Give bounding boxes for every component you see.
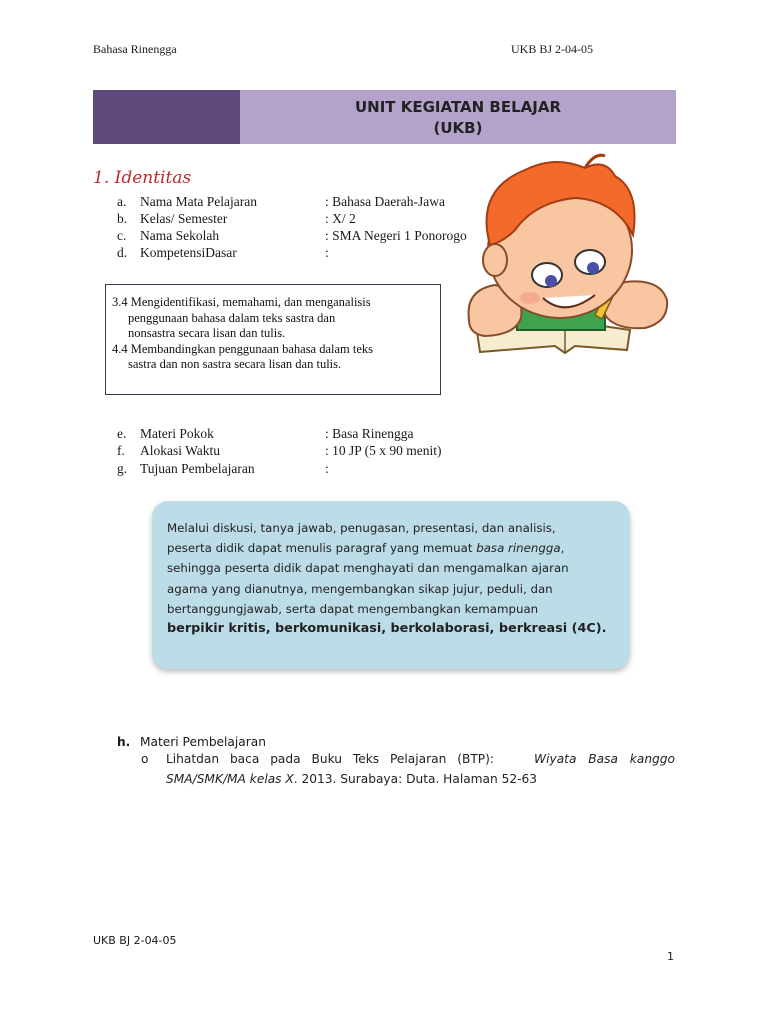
goal-line-6: berpikir kritis, berkomunikasi, berkolaborasi, berkreasi (4C).: [167, 621, 607, 637]
materi-bullet: o: [141, 752, 149, 766]
materi-reference: [166, 749, 675, 789]
page-number: 1: [667, 950, 674, 963]
banner-dark-block: [93, 90, 240, 144]
kd-item1-line1: 3.4 Mengidentifikasi, memahami, dan menganalisis: [112, 295, 371, 309]
identity-b-letter: b.: [117, 211, 128, 226]
identity-b-value: : X/ 2: [325, 211, 356, 226]
goal-line-1: Melalui diskusi, tanya jawab, penugasan, presentasi, dan analisis,: [167, 521, 556, 535]
identity-a-label: Nama Mata Pelajaran: [140, 194, 257, 209]
materi-ref-line1-b: Wiyata Basa kanggo: [534, 752, 675, 766]
goal-line-2-italic: basa rinengga: [476, 541, 561, 556]
goal-line-2: [167, 538, 613, 558]
goal-line-2-a: peserta didik dapat menulis paragraf yang memuat: [167, 541, 477, 556]
footer-code: UKB BJ 2-04-05: [93, 934, 177, 947]
identity-f-letter: f.: [117, 443, 125, 458]
kd-box: [105, 284, 441, 395]
identity-d-label: KompetensiDasar: [140, 245, 237, 260]
identity-e-letter: e.: [117, 426, 127, 441]
learning-goal-box: [152, 501, 630, 669]
header-right: UKB BJ 2-04-05: [511, 42, 594, 56]
identity-a-letter: a.: [117, 194, 127, 209]
identity-g-letter: g.: [117, 461, 128, 476]
identity-f-label: Alokasi Waktu: [140, 443, 221, 458]
materi-ref-line1-a: Lihatdan baca pada Buku Teks Pelajaran (BTP):: [166, 752, 494, 766]
identity-e-value: : Basa Rinengga: [325, 426, 414, 441]
goal-line-3: sehingga peserta didik dapat menghayati dan mengamalkan ajaran: [167, 561, 569, 576]
goal-line-5: bertanggungjawab, serta dapat mengembangkan kemampuan: [167, 601, 539, 616]
identity-g-label: Tujuan Pembelajaran: [140, 461, 255, 476]
boy-reading-illustration: [455, 150, 690, 365]
title-banner: [93, 90, 676, 144]
kd-item1-line2: penggunaan bahasa dalam teks sastra dan: [128, 310, 336, 325]
materi-ref-line2: [166, 769, 675, 789]
header-left: Bahasa Rinengga: [93, 42, 177, 56]
materi-letter: h.: [117, 735, 131, 749]
materi-ref-line2-a: SMA/SMK/MA kelas X: [166, 772, 294, 786]
identity-e-label: Materi Pokok: [140, 426, 214, 441]
kd-item2-line2: sastra dan non sastra secara lisan dan tulis.: [128, 357, 342, 371]
goal-line-2-c: ,: [560, 541, 565, 556]
kd-text: [112, 295, 373, 373]
materi-label: Materi Pembelajaran: [140, 735, 266, 749]
identity-g-value: :: [325, 461, 329, 476]
identity-c-value: : SMA Negeri 1 Ponorogo: [325, 228, 467, 243]
materi-ref-line2-b: . 2013. Surabaya: Duta. Halaman 52-63: [293, 772, 538, 786]
section-title: 1. Identitas: [93, 168, 192, 188]
kd-item2-line1: 4.4 Membandingkan penggunaan bahasa dalam teks: [112, 341, 374, 356]
identity-f-value: : 10 JP (5 x 90 menit): [325, 443, 442, 458]
banner-title-line1: UNIT KEGIATAN BELAJAR: [354, 98, 561, 116]
identity-d-value: :: [325, 245, 329, 260]
goal-line-4: agama yang dianutnya, mengembangkan sikap jujur, peduli, dan: [167, 581, 553, 596]
banner-title-line2: (UKB): [433, 119, 483, 137]
identity-c-letter: c.: [117, 228, 127, 243]
identity-c-label: Nama Sekolah: [140, 228, 220, 243]
identity-d-letter: d.: [117, 245, 128, 260]
kd-item1-line3: nonsastra secara lisan dan tulis.: [128, 326, 286, 340]
learning-goal-text: [167, 518, 613, 639]
identity-a-value: : Bahasa Daerah-Jawa: [325, 194, 445, 209]
materi-ref-line1: [166, 749, 675, 769]
identity-b-label: Kelas/ Semester: [140, 211, 228, 226]
